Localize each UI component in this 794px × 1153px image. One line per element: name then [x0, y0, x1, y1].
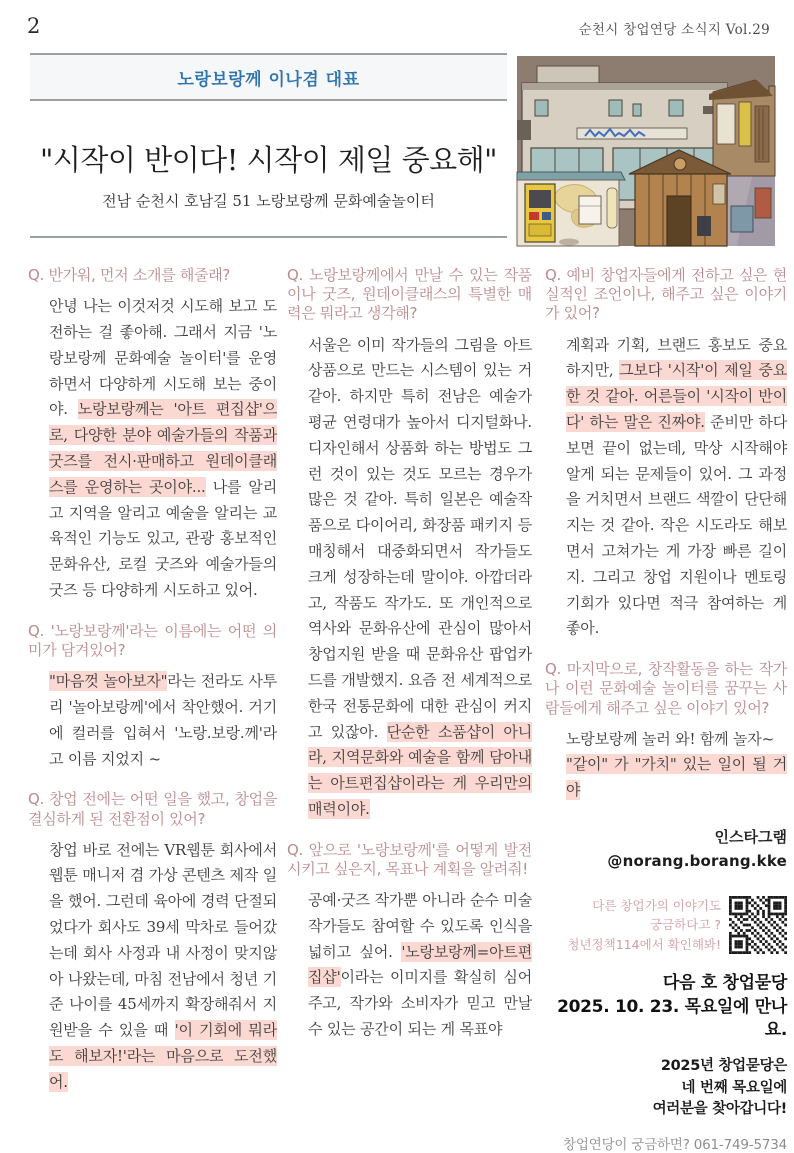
- answer-paragraph: [287, 333, 532, 823]
- text-line: 2025년 창업묻당은: [660, 1058, 787, 1075]
- highlighted-text: 단순한 소품샵이 아니라, 지역문화와 예술을 함께 담아내는 아트편집샵이라는 게 우리만의 매력이야.: [308, 722, 532, 818]
- question-heading: Q. 반가워, 먼저 소개를 해줄래?: [28, 266, 231, 284]
- storefront-illustration-art: [517, 56, 775, 246]
- highlighted-text: 노랑보랑께는 '아트 편집샵'으로, 다양한 분야 예술가들의 작품과 굿즈를 전시·판매하고 원데이클래스를 운영하는 곳이야...: [49, 400, 277, 496]
- text-line: 다른 창업가의 이야기도: [592, 898, 721, 913]
- answer-text: 안녕 나는 이것저것 시도해 보고 도전하는 걸 좋아해. 그래서 지금 '노랑보랑께 문화예술 놀이터'를 운영하면서 다양하게 시도해 보는 중이야.: [49, 297, 277, 419]
- question-heading: Q. 창업 전에는 어떤 일을 했고, 창업을 결심하게 된 전환점이 있어?: [28, 790, 277, 828]
- answer-paragraph: [545, 727, 787, 804]
- highlighted-text: "같이" 가 "가치" 있는 일이 될 거야: [566, 755, 787, 800]
- answer-paragraph: [28, 294, 277, 604]
- highlighted-text: "마음껏 놀아보자": [49, 672, 168, 691]
- qr-code: [729, 896, 787, 954]
- question-heading: Q. 예비 창업자들에게 전하고 싶은 현실적인 조언이나, 해주고 싶은 이야기가 있어?: [545, 266, 787, 323]
- qa-column-2: [287, 262, 532, 1047]
- text-line: 네 번째 목요일에: [681, 1079, 787, 1096]
- question-heading: Q. '노랑보랑께'라는 이름에는 어떤 의미가 담겨있어?: [28, 621, 277, 659]
- answer-text: 공예·굿즈 작가뿐 아니라 순수 미술 작가들도 참여할 수 있도록 인식을 넓히고 싶어.: [308, 891, 532, 961]
- contact-phone: 창업연당이 궁금하면? 061-749-5734: [563, 1136, 787, 1153]
- text-line: 다음 호 창업묻당: [662, 973, 787, 994]
- question-heading: Q. 앞으로 '노랑보랑께'를 어떻게 발전시키고 싶은지, 목표나 계획을 알려줘!: [287, 840, 532, 878]
- text-line: 청년정책114에서 확인해봐!: [567, 936, 721, 952]
- footer-block: [545, 826, 787, 1153]
- answer-text: 노랑보랑께 놀러 와! 함께 놀자~: [566, 729, 774, 748]
- page-number: 2: [27, 14, 41, 38]
- answer-paragraph: [28, 838, 277, 1096]
- next-issue-note: [545, 972, 787, 1042]
- answer-text: 준비만 하다 보면 끝이 없는데, 막상 시작해야 알게 되는 문제들이 있어. 그 과정을 거치면서 브랜드 색깔이 단단해지는 것 같아. 작은 시도라도 해보면서 고쳐가는 게 가장 빠른 길이지. 그리고 창업 지원이나 멘토링 기회가 있다면 적극 참여하는 게 좋아.: [566, 412, 787, 638]
- answer-paragraph: [287, 888, 532, 1043]
- answer-text: 라는 전라도 사투리 '놀아보랑께'에서 착안했어. 거기에 컬러를 입혀서 '노랑.보랑.께'라고 이름 지었지 ~: [49, 672, 278, 768]
- question-heading: Q. 마지막으로, 창작활동을 하는 작가나 이런 문화예술 놀이터를 꿈꾸는 사람들에게 해주고 싶은 이야기 있어?: [545, 660, 787, 717]
- answer-text: 서울은 이미 작가들의 그림을 아트상품으로 만드는 시스템이 있는 거 같아. 하지만 특히 전남은 예술가 평균 연령대가 높아서 디지털화나. 디자인해서 상품화 하는 방법도 그런 것이 있는 것도 모르는 경우가 많은 것 같아. 특히 일본은 예술작품으로 다이어리, 화장품 패키지 등 매칭해서 대중화되면서 작가들도 크게 성장하는데 말이야. 아깝더라고, 작품도 작가도. 또 개인적으로 역사와 문화유산에 관심이 많아서 창업지원 받을 때 문화유산 팝업카드를 개발했지. 요즘 전 세계적으로 한국 전통문화에 대한 관심이 커지고 있잖아.: [308, 335, 532, 741]
- qa-column-1: [28, 262, 277, 1100]
- text-line: 2025. 10. 23. 목요일에 만나요.: [557, 996, 787, 1041]
- kicker-label: 노랑보랑께 이나겸 대표: [177, 69, 360, 90]
- instagram-handle: @norang.borang.kke: [607, 852, 787, 870]
- highlighted-text: '노랑보랑께=아트편집샵': [308, 942, 532, 987]
- masthead-title: 순천시 창업연당 소식지 Vol.29: [578, 22, 770, 38]
- schedule-note: [545, 1056, 787, 1119]
- header-divider: [30, 236, 507, 238]
- article-subtitle: 전남 순천시 호남길 51 노랑보랑께 문화예술놀이터: [102, 192, 435, 210]
- highlighted-text: '이 기회에 뭐라도 해보자!'라는 마음으로 도전했어.: [49, 1021, 277, 1091]
- answer-text: 나를 알리고 지역을 알리고 예술을 알리는 교육적인 기능도 있고, 관광 홍보적인 문화유산, 로컬 굿즈와 예술가들의 굿즈 등 다양하게 시도하고 있어.: [49, 477, 277, 599]
- text-line: 궁금하다고 ?: [650, 917, 721, 933]
- answer-text: 계획과 기획, 브랜드 홍보도 중요하지만,: [566, 335, 787, 380]
- qr-row: [545, 896, 787, 954]
- text-line: 여러분을 찾아갑니다!: [652, 1100, 787, 1117]
- qa-column-3: [545, 262, 787, 808]
- answer-text: 이라는 이미지를 확실히 심어주고, 작가와 소비자가 믿고 만날 수 있는 공간이 되는 게 목표야: [308, 968, 532, 1039]
- answer-paragraph: [28, 669, 277, 772]
- instagram-label: 인스타그램: [714, 828, 787, 846]
- answer-text: 창업 바로 전에는 VR웹툰 회사에서 웹툰 매니저 겸 가상 콘텐츠 제작 일을 했어. 그런데 육아에 경력 단절되었다가 회사도 39세 막차로 들어갔는데 회사 사정과 내 사정이 맞지않아 나왔는데, 마침 전남에서 청년 기준 나이를 45세까지 확장해줘서 지원받을 수 있을 때: [49, 840, 277, 1040]
- question-heading: Q. 노랑보랑께에서 만날 수 있는 작품이나 굿즈, 원데이클래스의 특별한 매력은 뭐라고 생각해?: [287, 266, 532, 323]
- storefront-illustration: [517, 56, 775, 246]
- highlighted-text: 그보다 '시작'이 제일 중요한 것 같아. 어른들이 '시작이 반이다' 하는 말은 진짜야.: [566, 361, 787, 431]
- answer-paragraph: [545, 333, 787, 643]
- qr-caption: [567, 896, 721, 954]
- article-title: "시작이 반이다! 시작이 제일 중요해": [40, 143, 497, 177]
- kicker-band: [30, 53, 507, 101]
